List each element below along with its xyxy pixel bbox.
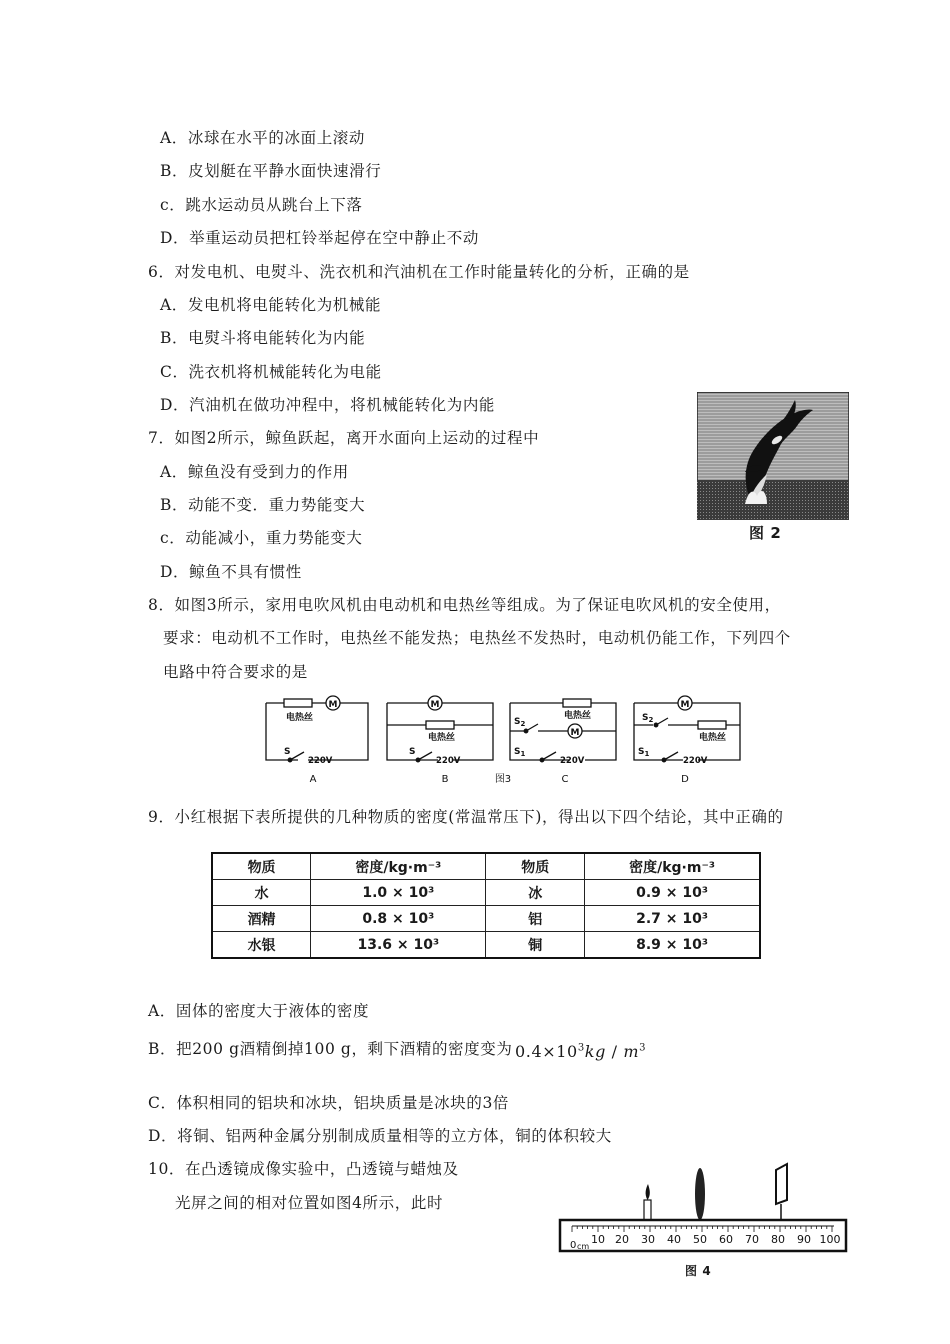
tick-label: 50 [693,1233,707,1246]
q5-option-b: B．皮划艇在平静水面快速滑行 [160,162,382,180]
figure-2-caption: 图 2 [749,524,782,542]
tick-label: 40 [667,1233,681,1246]
circuit-c-voltage: 220V [560,756,585,766]
q6-option-c: C．洗衣机将机械能转化为电能 [160,363,382,381]
q5-option-c: c．跳水运动员从跳台上下落 [160,196,363,214]
table-header-row [212,853,760,880]
tick-label: 70 [745,1233,759,1246]
table-cell: 0.9 × 10³ [585,880,760,906]
q5-option-a: A．冰球在水平的冰面上滚动 [160,129,365,147]
table-cell: 0.8 × 10³ [311,906,486,932]
q6-option-b: B．电熨斗将电能转化为内能 [160,329,366,347]
table-cell: 铜 [486,932,585,959]
table-cell: 酒精 [212,906,311,932]
circuit-c-label: C [561,774,569,785]
q8-stem-line-1: 8．如图3所示，家用电吹风机由电动机和电热丝等组成。为了保证电吹风机的安全使用， [148,596,781,614]
tick-label: 0 [570,1240,577,1251]
whale-photo [697,392,849,520]
q8-stem-line-2: 要求：电动机不工作时，电热丝不能发热；电热丝不发热时，电动机仍能工作，下列四个 [163,629,791,647]
q7-option-d: D．鲸鱼不具有惯性 [160,563,302,581]
q6-stem: 6．对发电机、电熨斗、洗衣机和汽油机在工作时能量转化的分析，正确的是 [148,263,690,281]
figure-4-optical-bench [558,1160,850,1260]
tick-label: 80 [771,1233,785,1246]
q9-option-d: D．将铜、铝两种金属分别制成质量相等的立方体，铜的体积较大 [148,1127,612,1145]
circuit-a-switch-label: S [284,747,291,757]
circuit-a [266,696,368,762]
candle [644,1184,651,1222]
q10-stem-line-2: 光屏之间的相对位置如图4所示，此时 [175,1194,444,1212]
ruler-unit: cm [577,1242,590,1251]
convex-lens [695,1168,705,1222]
tick-label: 20 [615,1233,629,1246]
q9-option-b-formula: $0.4\times 10^3kg / m^3$ [515,1042,647,1061]
circuit-d-voltage: 220V [683,756,708,766]
circuit-a-label: A [309,774,317,785]
table-cell: 水 [212,880,311,906]
table-row [212,880,760,906]
q6-option-a: A．发电机将电能转化为机械能 [160,296,382,314]
figure-3-caption: 图3 [494,774,512,785]
circuit-c-motor-label: M [570,728,580,738]
table-header: 物质 [486,853,585,880]
circuit-b [387,696,493,762]
q9-option-a: A．固体的密度大于液体的密度 [148,1002,370,1020]
tick-label: 100 [819,1233,841,1246]
table-cell: 冰 [486,880,585,906]
tick-label: 60 [719,1233,733,1246]
figure-2-whale [697,392,849,520]
table-header: 密度/kg·m⁻³ [311,853,486,880]
table-header: 物质 [212,853,311,880]
table-cell: 8.9 × 10³ [585,932,760,959]
q7-stem: 7．如图2所示，鲸鱼跃起，离开水面向上运动的过程中 [148,429,540,447]
q7-option-a: A．鲸鱼没有受到力的作用 [160,463,349,481]
circuit-b-motor-label: M [430,700,440,710]
circuit-b-switch-label: S [409,747,416,757]
figure-4-caption: 图 4 [685,1264,712,1278]
q7-option-b: B．动能不变．重力势能变大 [160,496,366,514]
q9-stem: 9．小红根据下表所提供的几种物质的密度(常温常压下)，得出以下四个结论，其中正确的 [148,808,784,826]
table-header: 密度/kg·m⁻³ [585,853,760,880]
q10-stem-line-1: 10．在凸透镜成像实验中，凸透镜与蜡烛及 [148,1160,459,1178]
light-screen [776,1164,787,1222]
circuit-d-heater-label: 电热丝 [699,733,727,743]
q7-option-c: c．动能减小，重力势能变大 [160,529,363,547]
tick-label: 90 [797,1233,811,1246]
tick-label: 10 [591,1233,605,1246]
optical-bench-diagram [558,1160,850,1260]
q8-stem-line-3: 电路中符合要求的是 [163,663,308,681]
table-row [212,932,760,959]
table-cell: 铝 [486,906,585,932]
circuit-d-switch-2-label: $S_2$ [642,713,654,724]
circuit-d-motor-label: M [680,700,690,710]
circuit-b-voltage: 220V [436,756,461,766]
density-table [211,852,761,959]
circuit-d-switch-1-label: $S_1$ [638,747,650,758]
table-cell: 13.6 × 10³ [311,932,486,959]
q6-option-d: D．汽油机在做功冲程中，将机械能转化为内能 [160,396,496,414]
table-cell: 2.7 × 10³ [585,906,760,932]
circuit-b-label: B [441,774,449,785]
circuit-a-motor-label: M [328,700,338,710]
table-row [212,906,760,932]
circuit-c-heater-label: 电热丝 [564,711,592,721]
figure-3-circuits [258,690,748,786]
circuit-c-switch-2-label: $S_2$ [514,717,526,728]
tick-label: 30 [641,1233,655,1246]
circuit-a-heater-label: 电热丝 [286,713,314,723]
table-cell: 1.0 × 10³ [311,880,486,906]
q9-option-c: C．体积相同的铝块和冰块，铝块质量是冰块的3倍 [148,1094,510,1112]
circuit-diagrams [258,690,748,786]
circuit-c [510,699,616,762]
q5-option-d: D．举重运动员把杠铃举起停在空中静止不动 [160,229,479,247]
table-cell: 水银 [212,932,311,959]
circuit-a-voltage: 220V [308,756,333,766]
circuit-c-switch-1-label: $S_1$ [514,747,526,758]
q9-option-b: B．把200 g酒精倒掉100 g，剩下酒精的密度变为 [148,1040,513,1058]
circuit-d-label: D [681,774,689,785]
circuit-b-heater-label: 电热丝 [428,733,456,743]
